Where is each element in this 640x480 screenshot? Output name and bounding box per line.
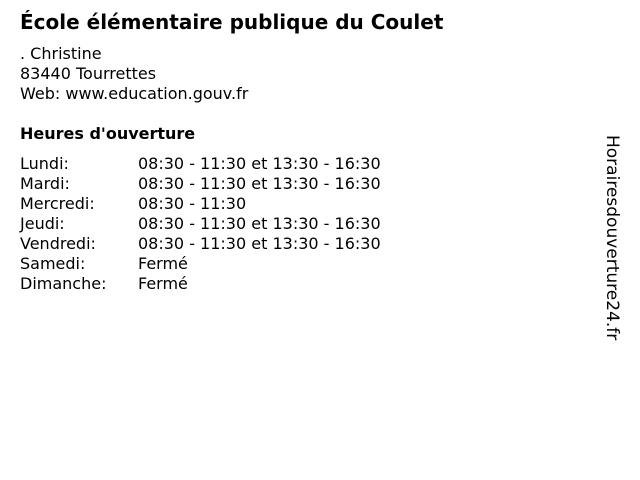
hours-row-saturday xyxy=(20,254,381,274)
time-value: 08:30 - 11:30 xyxy=(138,194,247,213)
day-label: Jeudi: xyxy=(20,214,65,233)
hours-row-tuesday xyxy=(20,174,381,194)
day-label: Samedi: xyxy=(20,254,86,273)
day-label: Vendredi: xyxy=(20,234,96,253)
hours-row-sunday xyxy=(20,274,381,294)
hours-row-thursday xyxy=(20,214,381,234)
day-label: Lundi: xyxy=(20,154,69,173)
city-line: 83440 Tourrettes xyxy=(20,64,157,83)
school-name: École élémentaire publique du Coulet xyxy=(20,10,444,34)
time-value: 08:30 - 11:30 et 13:30 - 16:30 xyxy=(138,174,381,193)
hours-table xyxy=(20,154,381,294)
time-value: 08:30 - 11:30 et 13:30 - 16:30 xyxy=(138,154,381,173)
hours-row-friday xyxy=(20,234,381,254)
time-value: 08:30 - 11:30 et 13:30 - 16:30 xyxy=(138,234,381,253)
hours-row-monday xyxy=(20,154,381,174)
day-label: Dimanche: xyxy=(20,274,107,293)
address-block xyxy=(20,44,248,104)
time-value: Fermé xyxy=(138,274,188,293)
hours-heading: Heures d'ouverture xyxy=(20,124,196,143)
day-label: Mardi: xyxy=(20,174,70,193)
site-watermark: Horairesdouverture24.fr xyxy=(602,135,622,341)
time-value: Fermé xyxy=(138,254,188,273)
day-label: Mercredi: xyxy=(20,194,95,213)
hours-row-wednesday xyxy=(20,194,381,214)
web-line[interactable]: Web: www.education.gouv.fr xyxy=(20,84,249,103)
street-line: . Christine xyxy=(20,44,102,63)
time-value: 08:30 - 11:30 et 13:30 - 16:30 xyxy=(138,214,381,233)
